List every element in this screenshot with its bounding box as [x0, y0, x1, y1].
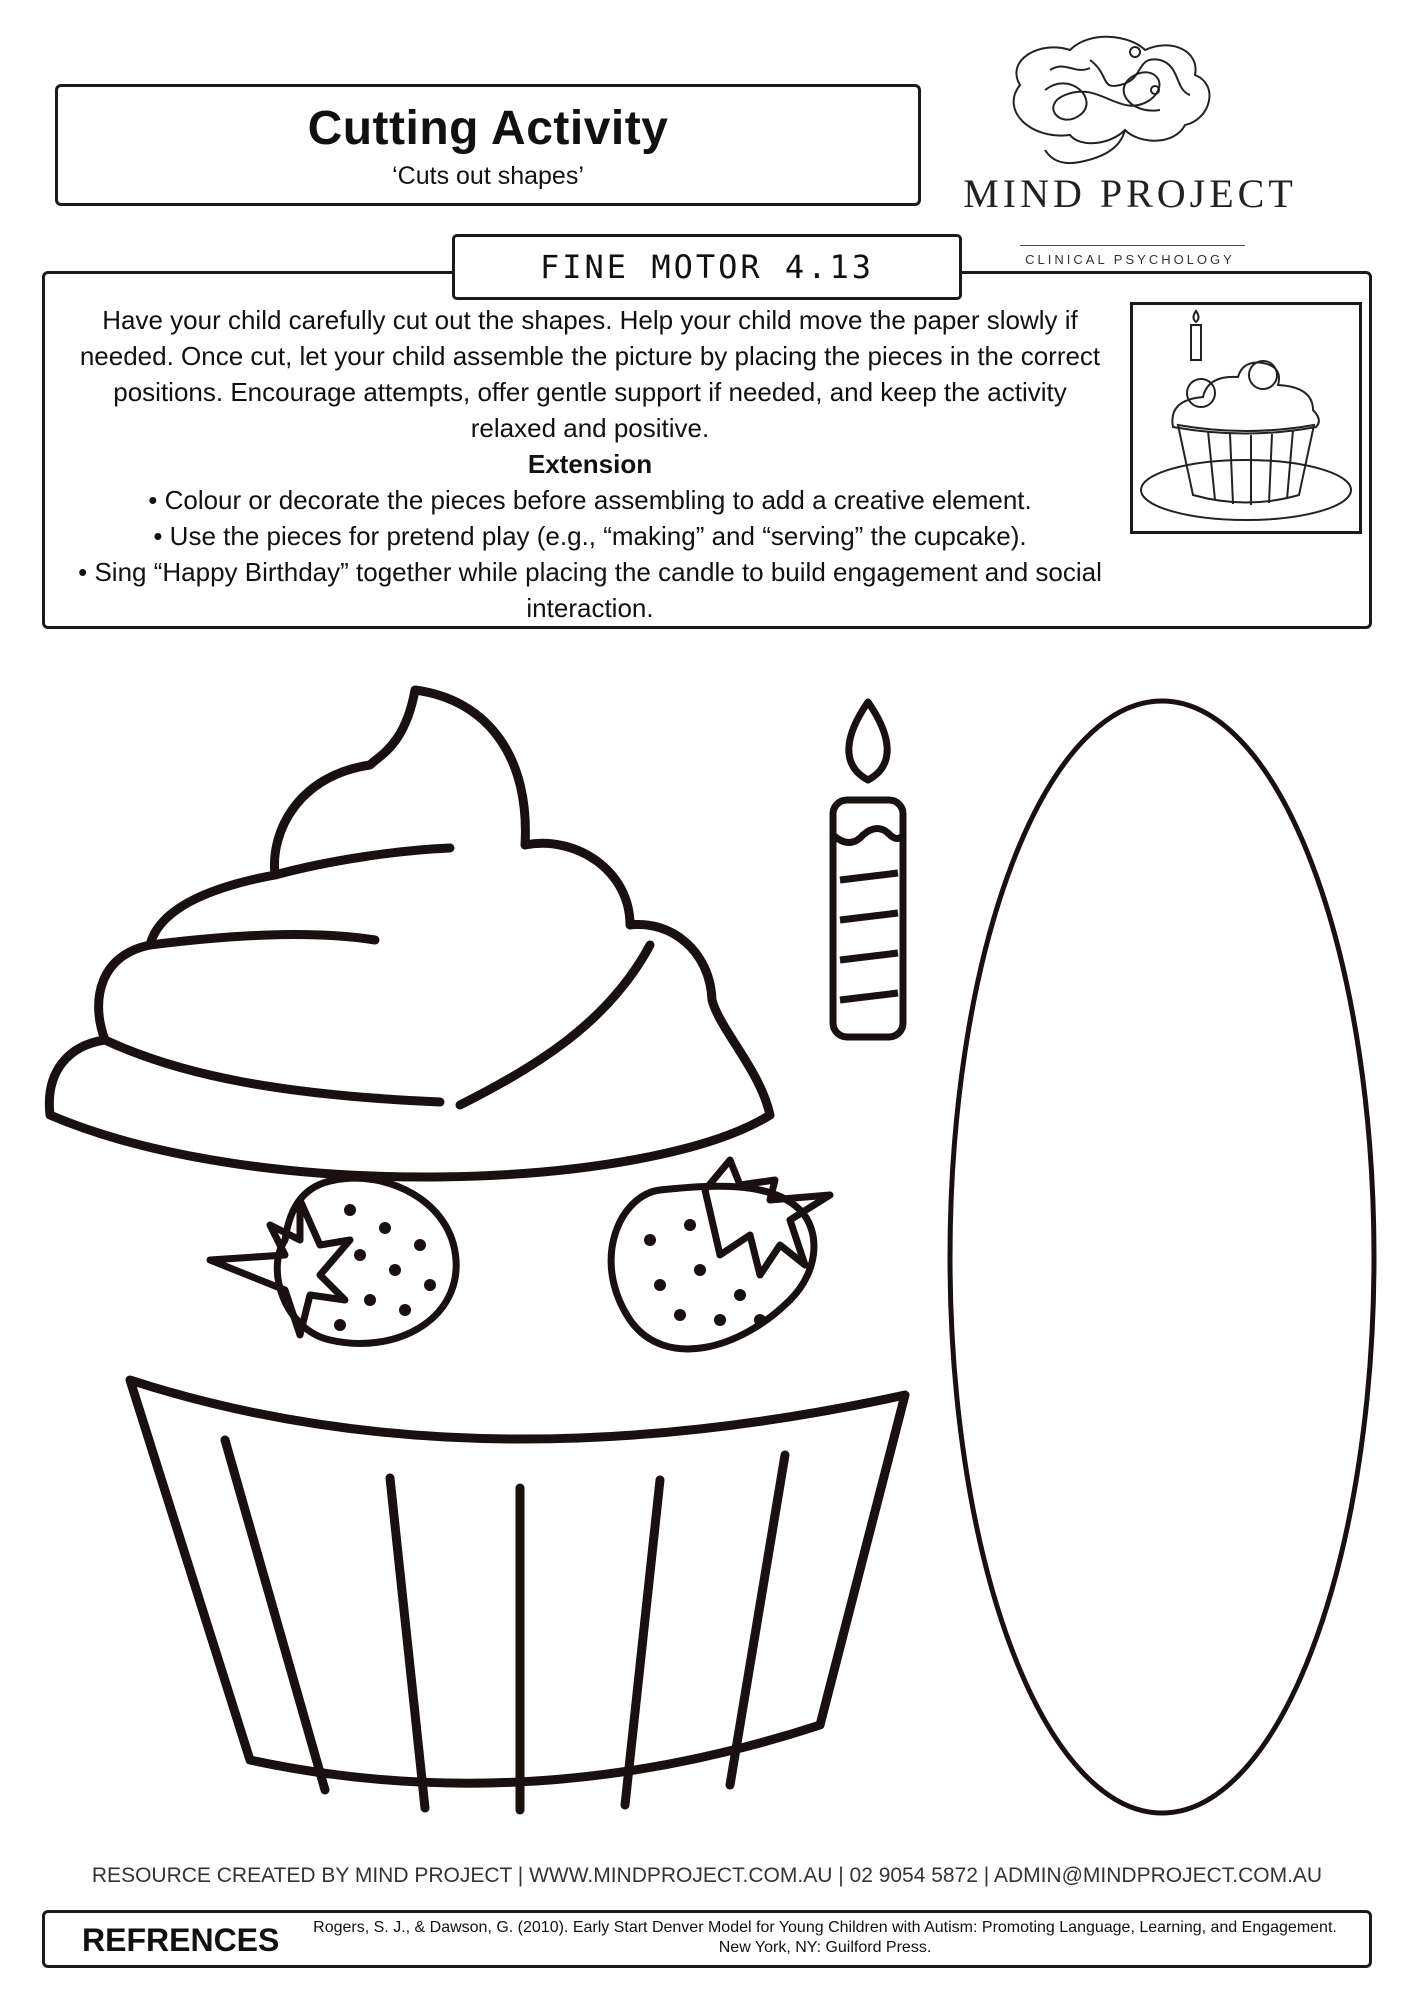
- assembled-cupcake-thumbnail: [1130, 302, 1362, 534]
- extension-item: • Colour or decorate the pieces before assembling to add a creative element.: [148, 485, 1032, 515]
- candle-shape: [833, 702, 903, 1037]
- mind-project-logo: [950, 30, 1310, 267]
- logo-divider: [1020, 245, 1245, 246]
- resource-credit: RESOURCE CREATED BY MIND PROJECT | WWW.MINDPROJECT.COM.AU | 02 9054 5872 | ADMIN@MINDPROJECT.COM.AU: [91, 1864, 1323, 1887]
- frosting-shape: [49, 690, 770, 1177]
- strawberry-seeds: [334, 1204, 436, 1331]
- skill-tag: FINE MOTOR 4.13: [452, 234, 962, 300]
- logo-name: MIND PROJECT: [963, 171, 1297, 216]
- extension-item: • Sing “Happy Birthday” together while placing the candle to build engagement and social interaction.: [78, 557, 1102, 623]
- logo-tagline: CLINICAL PSYCHOLOGY: [1025, 252, 1235, 267]
- cupcake-wrapper-shape: [130, 1380, 905, 1810]
- page-title: Cutting Activity: [307, 102, 669, 155]
- extension-item: • Use the pieces for pretend play (e.g., “making” and “serving” the cupcake).: [153, 521, 1027, 551]
- references-label: REFRENCES: [82, 1922, 280, 1958]
- cutout-pieces: [0, 640, 1414, 1830]
- strawberry-shape: [210, 1178, 456, 1343]
- extension-heading: Extension: [527, 449, 653, 479]
- title-box: [55, 84, 921, 206]
- brain-scribble-icon: [950, 30, 1310, 170]
- instructions-text: [70, 302, 1110, 626]
- page-subtitle: ‘Cuts out shapes’: [392, 162, 584, 190]
- plate-shape: [950, 701, 1374, 1813]
- references-text: Rogers, S. J., & Dawson, G. (2010). Early Start Denver Model for Young Children with Autism: Promoting Language, Learning, and Engagement. New York, NY: Guilford Press.: [313, 1919, 1337, 1956]
- instructions-paragraph: Have your child carefully cut out the shapes. Help your child move the paper slowly if needed. Once cut, let your child assemble the picture by placing the pieces in the correct positions. Encourage attempts, offer gentle support if needed, and keep the activity relaxed and positive.: [79, 305, 1101, 443]
